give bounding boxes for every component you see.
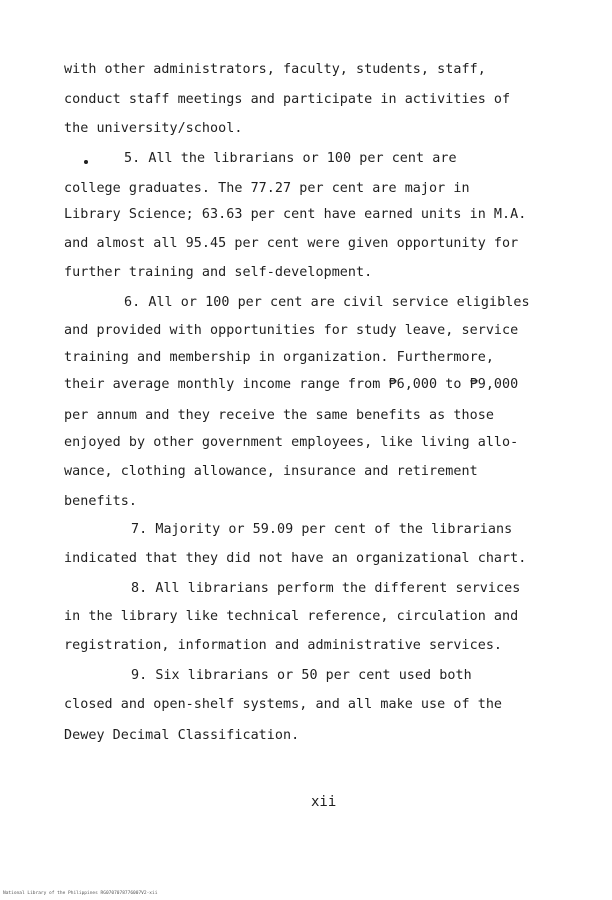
- text-line: per annum and they receive the same benefits as those: [64, 408, 494, 423]
- text-line: wance, clothing allowance, insurance and retirement: [64, 464, 478, 479]
- text-line: training and membership in organization. Furthermore,: [64, 350, 494, 365]
- text-line: with other administrators, faculty, students, staff,: [64, 62, 486, 77]
- text-line: registration, information and administrative services.: [64, 638, 503, 653]
- text-line: 6. All or 100 per cent are civil service eligibles: [124, 295, 530, 310]
- text-line: 7. Majority or 59.09 per cent of the librarians: [131, 522, 513, 537]
- text-line: 9. Six librarians or 50 per cent used both: [131, 668, 472, 683]
- text-line: further training and self-development.: [64, 265, 373, 280]
- text-line: and almost all 95.45 per cent were given opportunity for: [64, 236, 519, 251]
- text-line: closed and open-shelf systems, and all make use of the: [64, 697, 503, 712]
- text-line: enjoyed by other government employees, like living allo-: [64, 435, 519, 450]
- page-number: xii: [311, 794, 337, 810]
- text-line: the university/school.: [64, 121, 243, 136]
- text-line: Library Science; 63.63 per cent have earned units in M.A.: [64, 207, 527, 222]
- text-line: benefits.: [64, 494, 138, 509]
- text-line: 5. All the librarians or 100 per cent are: [124, 151, 457, 166]
- text-line: in the library like technical reference, circulation and: [64, 609, 519, 624]
- text-line: college graduates. The 77.27 per cent are major in: [64, 181, 470, 196]
- text-line: Dewey Decimal Classification.: [64, 728, 300, 743]
- text-line: indicated that they did not have an organizational chart.: [64, 551, 527, 566]
- text-line: and provided with opportunities for study leave, service: [64, 323, 519, 338]
- text-line: their average monthly income range from ₱6,000 to ₱9,000: [64, 377, 519, 392]
- bullet-mark: [84, 160, 88, 164]
- text-line: conduct staff meetings and participate in activities of: [64, 92, 511, 107]
- text-line: 8. All librarians perform the different services: [131, 581, 521, 596]
- footer-text: National Library of the Philippines RG0707078776007V2-xii: [3, 891, 158, 896]
